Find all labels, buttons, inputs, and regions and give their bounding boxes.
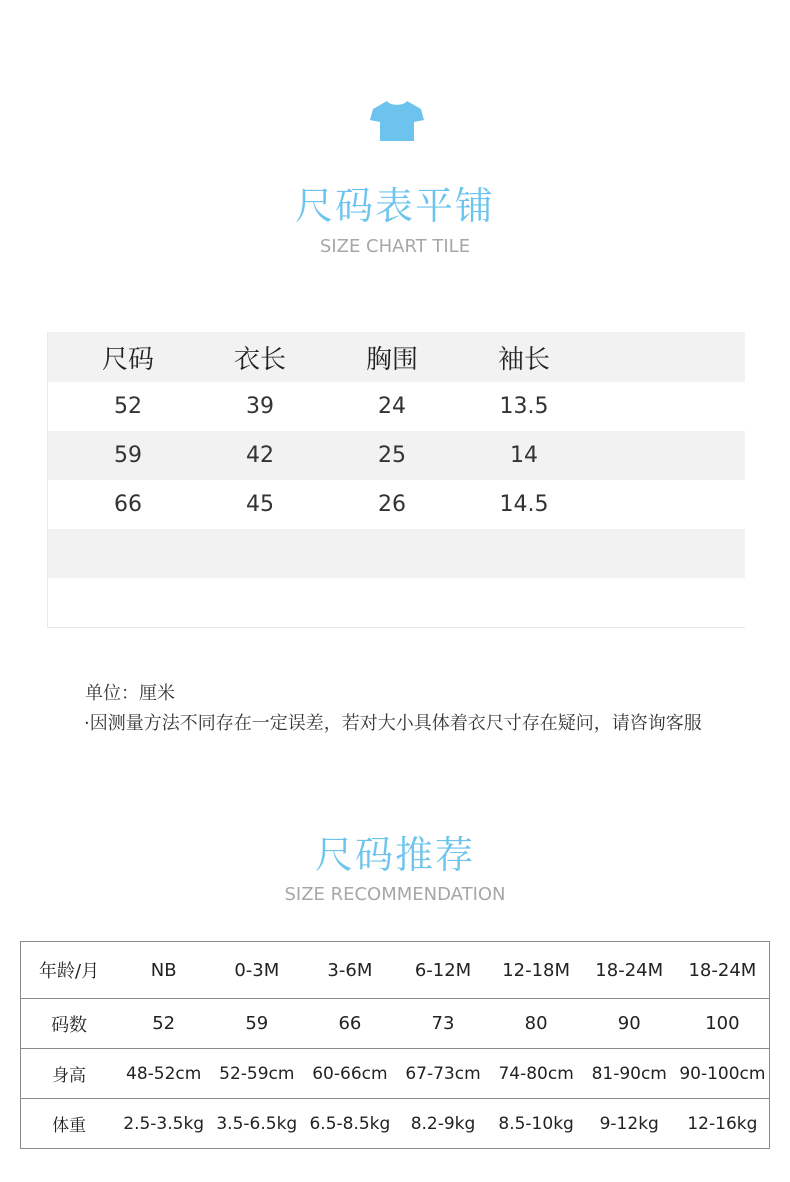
cell-length: 39 [246,394,274,419]
table-cell: 90-100cm [676,1049,770,1099]
table-cell: 8.5-10kg [490,1099,583,1149]
table-header-row [48,332,745,382]
cell-chest: 24 [378,394,406,419]
table-cell: 8.2-9kg [396,1099,489,1149]
header-length: 衣长 [233,344,286,375]
row-label-height: 身高 [21,1049,118,1099]
header-chest: 胸围 [365,344,418,375]
table-row [21,999,770,1049]
cell-length: 42 [246,443,274,468]
cell-sleeve: 14 [510,443,538,468]
table-cell: 6.5-8.5kg [303,1099,396,1149]
row-label-size: 码数 [21,999,118,1049]
table-row [48,431,745,480]
table-cell: 9-12kg [583,1099,676,1149]
empty-row [48,529,745,578]
cell-size: 52 [114,394,142,419]
table-cell: 74-80cm [490,1049,583,1099]
row-label-weight: 体重 [21,1099,118,1149]
empty-row [48,578,745,627]
size-chart-subtitle: SIZE CHART TILE [319,236,471,257]
header-size: 尺码 [101,344,154,375]
table-cell: 52-59cm [210,1049,303,1099]
table-cell: 12-16kg [676,1099,770,1149]
table-cell: 3-6M [327,959,373,981]
recommend-title: 尺码推荐 [314,833,475,877]
table-cell: 67-73cm [396,1049,489,1099]
recommend-subtitle: SIZE RECOMMENDATION [284,884,506,905]
table-cell: 66 [303,999,396,1049]
table-cell: 6-12M [414,959,472,981]
table-cell: 48-52cm [117,1049,210,1099]
header-sleeve: 袖长 [497,344,550,375]
table-cell: 90 [583,999,676,1049]
table-cell: 12-18M [502,959,571,981]
size-chart-title: 尺码表平铺 [294,184,495,228]
table-cell: 3.5-6.5kg [210,1099,303,1149]
table-cell: NB [150,959,177,981]
table-row [21,1049,770,1099]
table-cell: 59 [210,999,303,1049]
table-cell: 81-90cm [583,1049,676,1099]
size-recommendation-table [20,941,770,1149]
table-cell: 100 [676,999,770,1049]
table-cell: 18-24M [688,959,757,981]
tshirt-icon [370,100,424,142]
table-cell: 2.5-3.5kg [117,1099,210,1149]
row-label-age: 年龄/月 [39,961,100,982]
cell-chest: 25 [378,443,406,468]
table-cell: 80 [490,999,583,1049]
cell-sleeve: 14.5 [499,492,549,517]
table-cell: 0-3M [234,959,280,981]
table-row [21,1099,770,1149]
cell-size: 66 [114,492,142,517]
table-cell: 18-24M [595,959,664,981]
table-cell: 52 [117,999,210,1049]
size-chart-table [47,332,745,628]
disclaimer-note: ·因测量方法不同存在一定误差，若对大小具体着衣尺寸存在疑问，请咨询客服 [84,713,702,734]
unit-note: 单位：厘米 [85,683,175,704]
table-row [48,382,745,431]
cell-sleeve: 13.5 [499,394,549,419]
cell-size: 59 [114,443,142,468]
table-row [21,942,770,999]
cell-length: 45 [246,492,274,517]
table-cell: 60-66cm [303,1049,396,1099]
table-cell: 73 [396,999,489,1049]
table-row [48,480,745,529]
cell-chest: 26 [378,492,406,517]
